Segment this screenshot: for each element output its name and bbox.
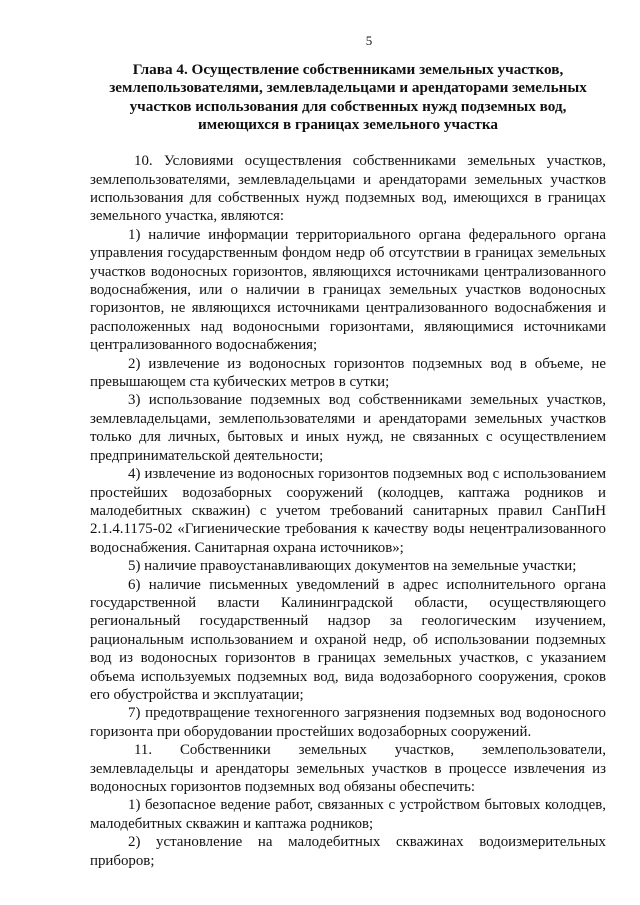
page-number: 5 — [365, 33, 373, 48]
clause-10-item-2: 2) извлечение из водоносных горизонтов подземных вод в объеме, не превышающем ста кубических метров в сутки; — [90, 355, 606, 391]
clause-10: 10. Условиями осуществления собственниками земельных участков, землепользователями, землевладельцами и арендаторами земельных участков использования для собственных нужд подземных вод, имеющихся в границах земельного участка, являются: — [90, 153, 606, 225]
heading-line: имеющихся в границах земельного участка — [198, 115, 498, 133]
clause-11: 11. Собственники земельных участков, землепользователи, землевладельцы и арендаторы земельных участков в процессе извлечения из водоносных горизонтов подземных вод обязаны обеспечить: — [90, 742, 606, 795]
clause-10-item-1: 1) наличие информации территориального органа федерального органа управления государственным фондом недр об отсутствии в границах земельных участков водоносных горизонтов, являющихся источниками централизованного водоснабжения, или о наличии в границах земельных участков водоносных горизонтов, не являющихся источниками централизованного водоснабжения и расположенных над водоносными горизонтами, являющимися источниками централизованного водоснабжения; — [90, 226, 606, 354]
clause-10-item-4: 4) извлечение из водоносных горизонтов подземных вод с использованием простейших водозаборных сооружений (колодцев, каптажа родников и малодебитных скважин) с учетом требований санитарных правил СанПиН 2.1.4.1175-02 «Гигиенические требования к качеству воды нецентрализованного водоснабжения. Санитарная охрана источников»; — [90, 466, 606, 556]
clause-10-item-6: 6) наличие письменных уведомлений в адрес исполнительного органа государственной власти Калининградской области, осуществляющего региональный государственный надзор за геологическим изучением, рациональным использованием и охраной недр, об использовании подземных вод из водоносных горизонтов в границах земельных участков, с указанием объема используемых подземных вод, вида водозаборного сооружения, сроков его обустройства и эксплуатации; — [90, 576, 606, 703]
heading-line: Глава 4. Осуществление собственниками земельных участков, — [132, 61, 564, 78]
clause-10-item-5: 5) наличие правоустанавливающих документов на земельные участки; — [128, 558, 577, 575]
clause-11-item-2: 2) установление на малодебитных скважинах водоизмерительных приборов; — [90, 834, 606, 869]
clause-10-item-3: 3) использование подземных вод собственниками земельных участков, землевладельцами, землепользователями и арендаторами земельных участков только для личных, бытовых и иных нужд, не связанных с осуществлением предпринимательской деятельности; — [90, 392, 606, 464]
clause-10-item-7: 7) предотвращение техногенного загрязнения подземных вод водоносного горизонта при оборудовании простейших водозаборных сооружений. — [90, 705, 606, 740]
heading-line: землепользователями, землевладельцами и арендаторами земельных — [109, 79, 587, 97]
heading-line: участков использования для собственных нужд подземных вод, — [129, 97, 567, 115]
clause-11-item-1: 1) безопасное ведение работ, связанных с устройством бытовых колодцев, малодебитных скважин и каптажа родников; — [90, 797, 606, 832]
chapter-heading — [90, 61, 606, 134]
